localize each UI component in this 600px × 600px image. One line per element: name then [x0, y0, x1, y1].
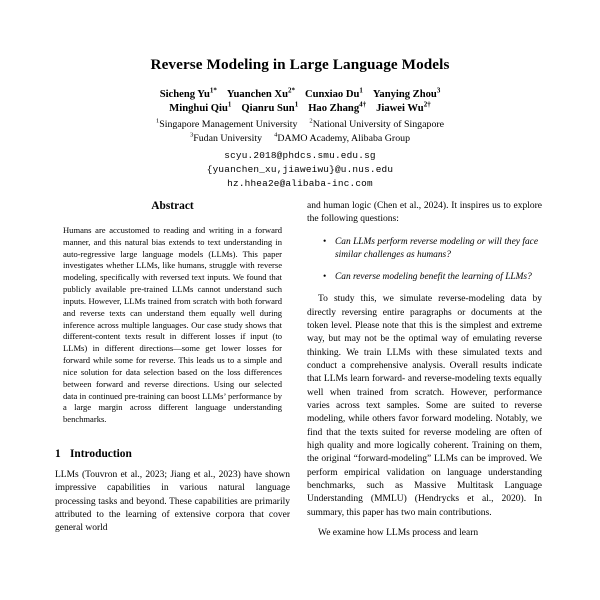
affiliation-marker: 1 — [155, 117, 160, 125]
affiliation-row — [0, 118, 600, 131]
affiliation: $^1$Singapore Management University — [155, 117, 298, 131]
author-affiliation-marker: 4† — [359, 100, 367, 109]
title-block — [0, 0, 600, 191]
intro-paragraph-2: To study this, we simulate reverse-modeling data by directly reversing entire paragraphs or documents at the token level. Please note that this is the simplest and extreme way, but may not be the optimal way of emulating reverse thinking. We train LLMs with these simulated texts and conduct a comprehensive analysis. Overall results indicate that LLMs learn forward- and reverse-modeling texts equally well when trained from scratch. However, performance varies across text samples. Some are suited to reverse modeling, while others favor forward modeling. Notably, we find that the texts suited for reverse modeling are often of high quality and more logically coherent. Training on them, the original “forward-modeling” LLMs can be improved. We perform empirical validation on language understanding benchmarks, such as Massive Multitask Language Understanding (MMLU) (Hendrycks et al., 2020). In summary, this paper has two main contributions. — [307, 294, 542, 518]
author: Yanying Zhou$^3$ — [372, 86, 441, 101]
author-row — [0, 102, 600, 116]
author-affiliation-marker: 1* — [209, 86, 217, 95]
author-affiliation-marker: 2† — [423, 100, 431, 109]
affiliation-list — [0, 118, 600, 145]
author: Cunxiao Du$^1$ — [304, 86, 363, 101]
email-line: hz.hhea2e@alibaba-inc.com — [227, 178, 373, 190]
page-title: Reverse Modeling in Large Language Models — [150, 56, 450, 73]
email-block — [0, 149, 600, 191]
section-title: Introduction — [70, 448, 132, 461]
abstract-heading: Abstract — [151, 200, 194, 212]
affiliation: $^3$Fudan University — [189, 131, 263, 144]
author-affiliation-marker: 3 — [436, 86, 441, 95]
abstract-text: Humans are accustomed to reading and writing in a forward manner, and this natural bias extends to text understanding in auto-regressive large language models (LLMs). This paper investigates whether LLMs, like humans, struggle with reverse modeling, specifically with reversed text inputs. We found that publicly available pre-trained LLMs cannot understand such inputs. However, LLMs trained from scratch with both forward and reverse texts can understand them equally well during inference across multiple languages. Our case study shows that different-content texts result in different losses if input (to LLMs) in different directions—some get lower losses for forward while some for reverse. This leads us to a simple and nice solution for data selection based on the loss differences between forward and reverse directions. Using our selected data in continued pre-training can boost LLMs’ performance by a large margin across different language understanding benchmarks. — [63, 225, 282, 425]
list-item: • Can LLMs perform reverse modeling or will they face similar challenges as humans? — [323, 236, 538, 262]
author: Minghui Qiu$^1$ — [169, 100, 232, 115]
intro-paragraph-1: LLMs (Touvron et al., 2023; Jiang et al., 2023) have shown impressive capabilities in various natural language processing tasks and beyond. These capabilities are primarily attributed to the learning of extensive corpora that cover general world — [55, 470, 290, 534]
intro-paragraph-1-continued: and human logic (Chen et al., 2024). It inspires us to explore the following questions: — [307, 201, 542, 225]
left-column — [55, 200, 290, 600]
research-questions-list — [307, 236, 542, 284]
abstract-section — [55, 200, 290, 426]
paragraph-spacer — [307, 520, 542, 527]
author-affiliation-marker: 2* — [287, 86, 295, 95]
section-heading-introduction — [55, 448, 290, 460]
author: Jiawei $Wu^{2\dagger}$ — [376, 100, 431, 115]
author: Hao Zhang$^{4\dagger}$ — [308, 100, 367, 115]
affiliation-marker: 2 — [309, 117, 313, 125]
email-line: scyu.2018@phdcs.smu.edu.sg — [224, 150, 376, 162]
body-columns — [0, 200, 600, 600]
affiliation: $^4$DAMO Academy, Alibaba Group — [274, 131, 411, 144]
section-number: 1 — [55, 448, 61, 461]
right-column — [307, 200, 542, 600]
author: Qianru Sun$^1$ — [241, 100, 299, 115]
author-affiliation-marker: 1 — [227, 100, 232, 109]
list-item: • Can reverse modeling benefit the learning of LLMs? — [323, 271, 538, 284]
intro-paragraph-3: We examine how LLMs process and learn — [318, 528, 479, 538]
author-affiliation-marker: 1 — [294, 100, 299, 109]
affiliation: $^2$National University of Singapore — [309, 117, 445, 131]
affiliation-row — [0, 132, 600, 145]
affiliation-marker: 4 — [274, 131, 278, 139]
author-list — [0, 88, 600, 116]
author-row — [0, 88, 600, 102]
email-line: {yuanchen_xu,jiaweiwu}@u.nus.edu — [206, 164, 394, 176]
author: Yuanchen $Xu^{2*}$ — [226, 86, 295, 101]
author-affiliation-marker: 1 — [359, 86, 363, 95]
affiliation-marker: 3 — [189, 131, 194, 139]
author: Sicheng $Yu^{1*}$ — [159, 86, 217, 101]
